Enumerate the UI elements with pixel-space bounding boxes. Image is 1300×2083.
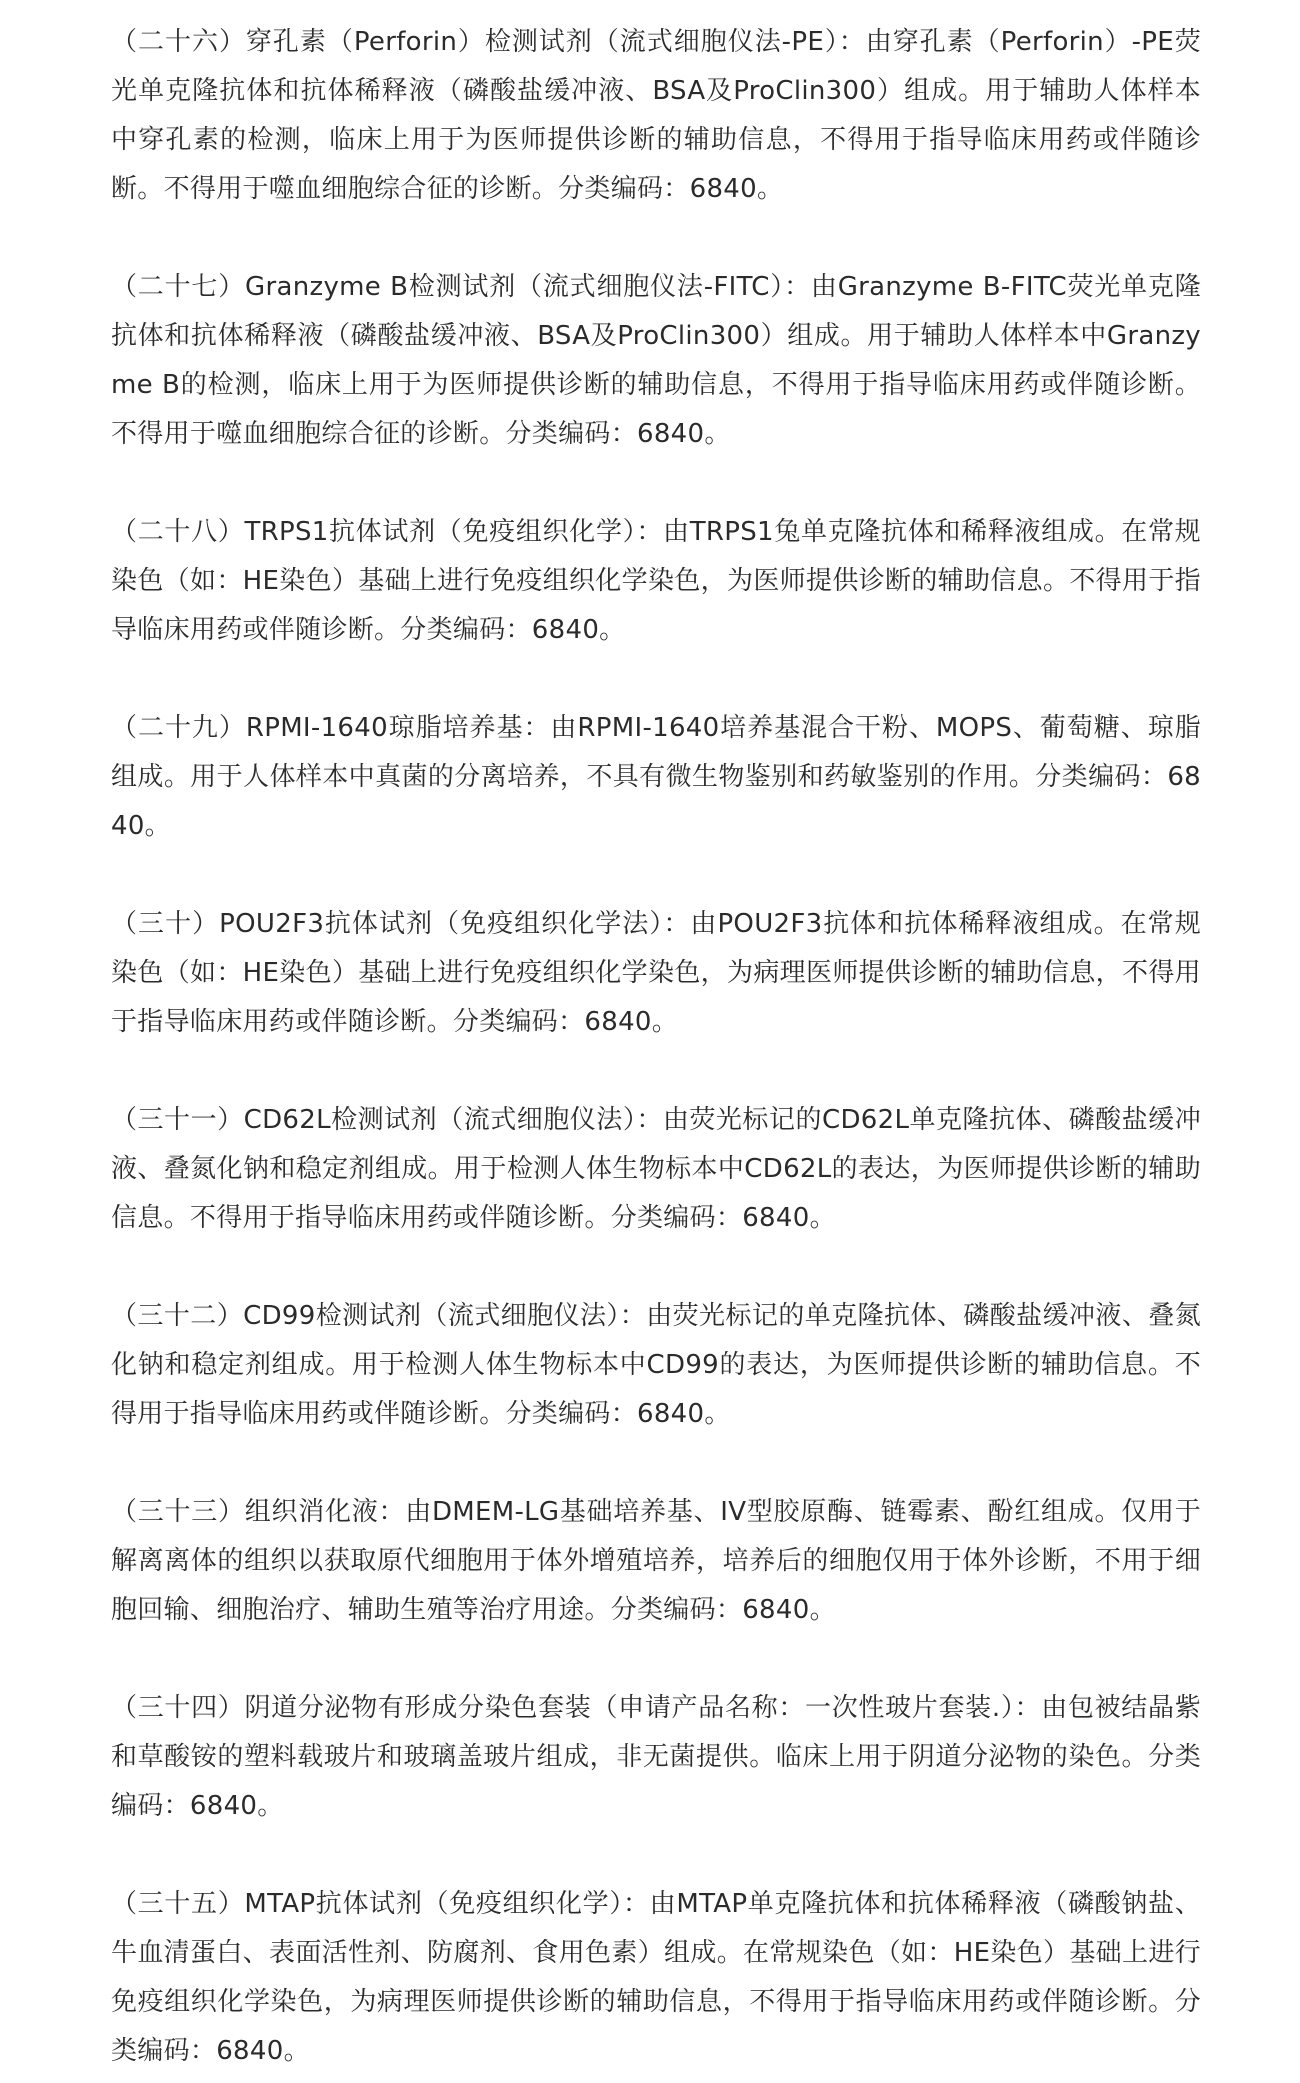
- paragraph-item-32: （三十二）CD99检测试剂（流式细胞仪法）：由荧光标记的单克隆抗体、磷酸盐缓冲液、叠氮化钠和稳定剂组成。用于检测人体生物标本中CD99的表达，为医师提供诊断的辅助信息。不得用于指导临床用药或伴随诊断。分类编码：6840。: [111, 1301, 1201, 1429]
- paragraph-item-31: （三十一）CD62L检测试剂（流式细胞仪法）：由荧光标记的CD62L单克隆抗体、磷酸盐缓冲液、叠氮化钠和稳定剂组成。用于检测人体生物标本中CD62L的表达，为医师提供诊断的辅助信息。不得用于指导临床用药或伴随诊断。分类编码：6840。: [111, 1105, 1201, 1233]
- paragraph-item-28: （二十八）TRPS1抗体试剂（免疫组织化学）：由TRPS1兔单克隆抗体和稀释液组成。在常规染色（如：HE染色）基础上进行免疫组织化学染色，为医师提供诊断的辅助信息。不得用于指导临床用药或伴随诊断。分类编码：6840。: [111, 517, 1201, 645]
- paragraph-item-33: （三十三）组织消化液：由DMEM-LG基础培养基、IV型胶原酶、链霉素、酚红组成。仅用于解离离体的组织以获取原代细胞用于体外增殖培养，培养后的细胞仅用于体外诊断，不用于细胞回输、细胞治疗、辅助生殖等治疗用途。分类编码：6840。: [111, 1497, 1201, 1625]
- paragraph-item-26: （二十六）穿孔素（Perforin）检测试剂（流式细胞仪法-PE）：由穿孔素（Perforin）-PE荧光单克隆抗体和抗体稀释液（磷酸盐缓冲液、BSA及ProClin300）组成。用于辅助人体样本中穿孔素的检测，临床上用于为医师提供诊断的辅助信息，不得用于指导临床用药或伴随诊断。不得用于噬血细胞综合征的诊断。分类编码：6840。: [111, 27, 1201, 204]
- paragraph-item-30: （三十）POU2F3抗体试剂（免疫组织化学法）：由POU2F3抗体和抗体稀释液组成。在常规染色（如：HE染色）基础上进行免疫组织化学染色，为病理医师提供诊断的辅助信息，不得用于指导临床用药或伴随诊断。分类编码：6840。: [111, 909, 1201, 1037]
- paragraph-item-34: （三十四）阴道分泌物有形成分染色套装（申请产品名称：一次性玻片套装.）：由包被结晶紫和草酸铵的塑料载玻片和玻璃盖玻片组成，非无菌提供。临床上用于阴道分泌物的染色。分类编码：6840。: [111, 1693, 1201, 1821]
- paragraph-item-27: （二十七）Granzyme B检测试剂（流式细胞仪法-FITC）：由Granzyme B-FITC荧光单克隆抗体和抗体稀释液（磷酸盐缓冲液、BSA及ProClin300）组成。用于辅助人体样本中Granzyme B的检测，临床上用于为医师提供诊断的辅助信息，不得用于指导临床用药或伴随诊断。不得用于噬血细胞综合征的诊断。分类编码：6840。: [111, 272, 1201, 449]
- paragraph-item-29: （二十九）RPMI-1640琼脂培养基：由RPMI-1640培养基混合干粉、MOPS、葡萄糖、琼脂组成。用于人体样本中真菌的分离培养，不具有微生物鉴别和药敏鉴别的作用。分类编码：6840。: [111, 713, 1201, 841]
- document-body: [111, 18, 1201, 2076]
- paragraph-item-35: （三十五）MTAP抗体试剂（免疫组织化学）：由MTAP单克隆抗体和抗体稀释液（磷酸钠盐、牛血清蛋白、表面活性剂、防腐剂、食用色素）组成。在常规染色（如：HE染色）基础上进行免疫组织化学染色，为病理医师提供诊断的辅助信息，不得用于指导临床用药或伴随诊断。分类编码：6840。: [111, 1889, 1201, 2066]
